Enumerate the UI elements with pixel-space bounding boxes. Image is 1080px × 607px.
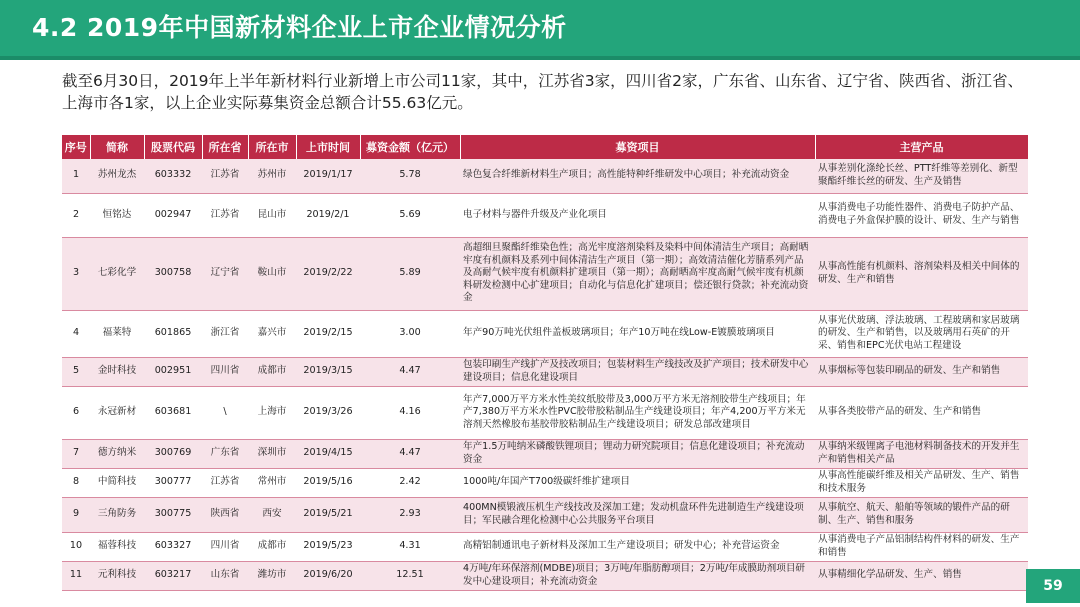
cell-name: 七彩化学 <box>90 237 144 310</box>
cell-province: 陕西省 <box>202 497 248 532</box>
cell-no: 1 <box>62 159 90 193</box>
table-row <box>62 468 1028 497</box>
cell-code: 601865 <box>144 310 202 357</box>
cell-province: 广东省 <box>202 439 248 468</box>
table-row <box>62 439 1028 468</box>
cell-project: 包装印刷生产线扩产及技改项目；包装材料生产线技改及扩产项目；技术研发中心建设项目；信息化建设项目 <box>460 357 815 386</box>
cell-product: 从事各类胶带产品的研发、生产和销售 <box>815 386 1028 439</box>
header-project: 募资项目 <box>460 135 815 159</box>
table-row <box>62 310 1028 357</box>
header-province: 所在省 <box>202 135 248 159</box>
cell-amount: 2.93 <box>360 497 460 532</box>
cell-date: 2019/5/16 <box>296 468 360 497</box>
table-row <box>62 532 1028 561</box>
cell-project: 电子材料与器件升级及产业化项目 <box>460 193 815 237</box>
cell-name: 苏州龙杰 <box>90 159 144 193</box>
table-row <box>62 159 1028 193</box>
cell-city: 常州市 <box>248 468 296 497</box>
cell-project: 年产1.5万吨纳米磷酸铁锂项目；锂动力研究院项目；信息化建设项目；补充流动资金 <box>460 439 815 468</box>
cell-city: 深圳市 <box>248 439 296 468</box>
cell-product: 从事差别化涤纶长丝、PTT纤维等差别化、新型聚酯纤维长丝的研发、生产及销售 <box>815 159 1028 193</box>
cell-no: 9 <box>62 497 90 532</box>
cell-name: 中简科技 <box>90 468 144 497</box>
cell-name: 福蓉科技 <box>90 532 144 561</box>
slide-title: 4.2 2019年中国新材料企业上市企业情况分析 <box>32 13 567 42</box>
cell-date: 2019/2/1 <box>296 193 360 237</box>
cell-province: 江苏省 <box>202 193 248 237</box>
cell-product: 从事精细化学品研发、生产、销售 <box>815 561 1028 590</box>
header-amount: 募资金额（亿元） <box>360 135 460 159</box>
cell-code: 300758 <box>144 237 202 310</box>
cell-name: 德方纳米 <box>90 439 144 468</box>
cell-product: 从事航空、航天、船舶等领域的锻件产品的研制、生产、销售和服务 <box>815 497 1028 532</box>
header-date: 上市时间 <box>296 135 360 159</box>
cell-no: 5 <box>62 357 90 386</box>
intro-paragraph: 截至6月30日，2019年上半年新材料行业新增上市公司11家，其中，江苏省3家，四川省2家，广东省、山东省、辽宁省、陕西省、浙江省、上海市各1家，以上企业实际募集资金总额合计55.63亿元。 <box>62 72 1023 112</box>
cell-province: 浙江省 <box>202 310 248 357</box>
cell-name: 金时科技 <box>90 357 144 386</box>
table-row <box>62 561 1028 590</box>
header-code: 股票代码 <box>144 135 202 159</box>
cell-project: 年产90万吨光伏组件盖板玻璃项目；年产10万吨在线Low-E镀膜玻璃项目 <box>460 310 815 357</box>
cell-name: 恒铭达 <box>90 193 144 237</box>
table-row <box>62 193 1028 237</box>
header-no: 序号 <box>62 135 90 159</box>
cell-amount: 5.89 <box>360 237 460 310</box>
cell-province: 辽宁省 <box>202 237 248 310</box>
listing-table <box>62 135 1029 591</box>
cell-province: 四川省 <box>202 532 248 561</box>
cell-city: 西安 <box>248 497 296 532</box>
table-row <box>62 386 1028 439</box>
cell-city: 成都市 <box>248 532 296 561</box>
cell-amount: 4.16 <box>360 386 460 439</box>
cell-no: 6 <box>62 386 90 439</box>
cell-city: 成都市 <box>248 357 296 386</box>
cell-amount: 4.47 <box>360 357 460 386</box>
cell-date: 2019/4/15 <box>296 439 360 468</box>
cell-province: 山东省 <box>202 561 248 590</box>
cell-product: 从事高性能碳纤维及相关产品研发、生产、销售和技术服务 <box>815 468 1028 497</box>
cell-code: 603327 <box>144 532 202 561</box>
cell-no: 10 <box>62 532 90 561</box>
page-number: 59 <box>1026 569 1080 603</box>
cell-date: 2019/3/15 <box>296 357 360 386</box>
cell-date: 2019/5/21 <box>296 497 360 532</box>
cell-date: 2019/5/23 <box>296 532 360 561</box>
cell-province: 江苏省 <box>202 468 248 497</box>
cell-amount: 2.42 <box>360 468 460 497</box>
cell-project: 400MN模锻液压机生产线技改及深加工建；发动机盘环件先进制造生产线建设项目；军民融合理化检测中心公共服务平台项目 <box>460 497 815 532</box>
cell-date: 2019/3/26 <box>296 386 360 439</box>
cell-project: 高精铝制通讯电子新材料及深加工生产建设项目；研发中心；补充营运资金 <box>460 532 815 561</box>
cell-city: 嘉兴市 <box>248 310 296 357</box>
cell-product: 从事烟标等包装印刷品的研发、生产和销售 <box>815 357 1028 386</box>
cell-code: 300777 <box>144 468 202 497</box>
cell-province: 四川省 <box>202 357 248 386</box>
header-city: 所在市 <box>248 135 296 159</box>
cell-no: 7 <box>62 439 90 468</box>
cell-code: 002947 <box>144 193 202 237</box>
cell-no: 11 <box>62 561 90 590</box>
cell-product: 从事消费电子功能性器件、消费电子防护产品、消费电子外盒保护膜的设计、研发、生产与销售 <box>815 193 1028 237</box>
cell-province: 江苏省 <box>202 159 248 193</box>
cell-amount: 5.78 <box>360 159 460 193</box>
cell-name: 元利科技 <box>90 561 144 590</box>
cell-no: 4 <box>62 310 90 357</box>
cell-project: 1000吨/年国产T700级碳纤维扩建项目 <box>460 468 815 497</box>
cell-name: 福莱特 <box>90 310 144 357</box>
cell-code: 603332 <box>144 159 202 193</box>
cell-product: 从事纳米级锂离子电池材料制备技术的开发并生产和销售相关产品 <box>815 439 1028 468</box>
header-name: 简称 <box>90 135 144 159</box>
cell-no: 3 <box>62 237 90 310</box>
cell-city: 昆山市 <box>248 193 296 237</box>
cell-no: 8 <box>62 468 90 497</box>
cell-project: 年产7,000万平方米水性美纹纸胶带及3,000万平方米无溶剂胶带生产线项目；年产7,380万平方米水性PVC胶带胶粘制品生产线建设项目；年产4,200万平方米无溶剂天然橡胶布基胶带胶粘制品生产线建设项目；研发总部改建项目 <box>460 386 815 439</box>
cell-amount: 5.69 <box>360 193 460 237</box>
cell-amount: 3.00 <box>360 310 460 357</box>
table-row <box>62 357 1028 386</box>
cell-city: 鞍山市 <box>248 237 296 310</box>
cell-code: 603217 <box>144 561 202 590</box>
header-product: 主营产品 <box>815 135 1028 159</box>
table-row <box>62 497 1028 532</box>
cell-date: 2019/2/22 <box>296 237 360 310</box>
title-bar <box>0 0 1080 60</box>
cell-code: 603681 <box>144 386 202 439</box>
cell-project: 绿色复合纤维新材料生产项目；高性能特种纤维研发中心项目；补充流动资金 <box>460 159 815 193</box>
cell-product: 从事消费电子产品铝制结构件材料的研发、生产和销售 <box>815 532 1028 561</box>
cell-product: 从事光伏玻璃、浮法玻璃、工程玻璃和家居玻璃的研发、生产和销售，以及玻璃用石英矿的开采、销售和EPC光伏电站工程建设 <box>815 310 1028 357</box>
cell-code: 300769 <box>144 439 202 468</box>
cell-amount: 4.31 <box>360 532 460 561</box>
cell-amount: 12.51 <box>360 561 460 590</box>
cell-project: 4万吨/年环保溶剂(MDBE)项目；3万吨/年脂肪醇项目；2万吨/年成膜助剂项目研发中心建设项目；补充流动资金 <box>460 561 815 590</box>
cell-province: \ <box>202 386 248 439</box>
cell-project: 高超细旦聚酯纤维染色性；高光牢度溶剂染料及染料中间体清洁生产项目；高耐晒牢度有机颜料及系列中间体清洁生产项目（第一期）；高效清洁催化芳腈系列产品及高耐气候牢度有机颜料扩建项目（第一期）；高耐晒高牢度高耐气候牢度有机颜料研发检测中心扩建项目；自动化与信息化扩建项目；偿还银行贷款；补充流动资金 <box>460 237 815 310</box>
cell-no: 2 <box>62 193 90 237</box>
cell-code: 300775 <box>144 497 202 532</box>
cell-amount: 4.47 <box>360 439 460 468</box>
cell-city: 苏州市 <box>248 159 296 193</box>
cell-date: 2019/2/15 <box>296 310 360 357</box>
cell-name: 永冠新材 <box>90 386 144 439</box>
cell-name: 三角防务 <box>90 497 144 532</box>
cell-code: 002951 <box>144 357 202 386</box>
table-header-row <box>62 135 1028 159</box>
cell-city: 上海市 <box>248 386 296 439</box>
cell-city: 潍坊市 <box>248 561 296 590</box>
table-row <box>62 237 1028 310</box>
cell-product: 从事高性能有机颜料、溶剂染料及相关中间体的研发、生产和销售 <box>815 237 1028 310</box>
cell-date: 2019/6/20 <box>296 561 360 590</box>
cell-date: 2019/1/17 <box>296 159 360 193</box>
